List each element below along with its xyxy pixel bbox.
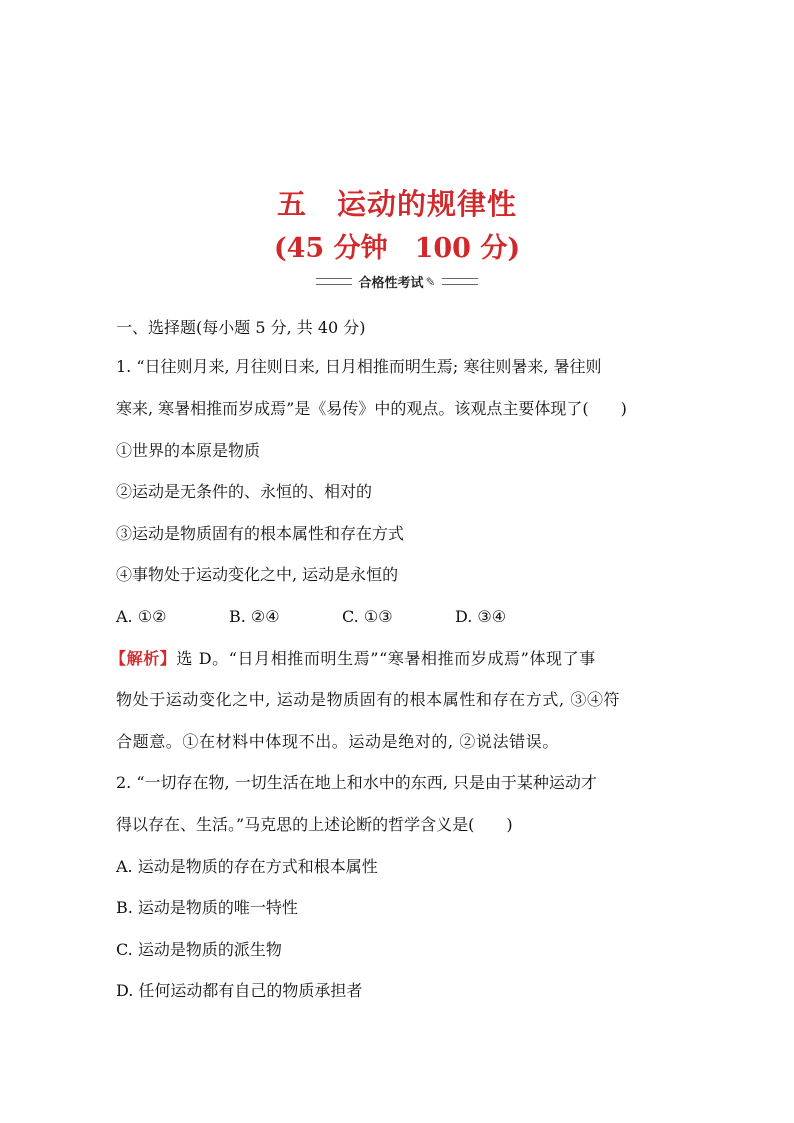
banner-rule-left bbox=[316, 278, 352, 285]
q1-options bbox=[116, 607, 686, 627]
q1-statement-3: ③运动是物质固有的根本属性和存在方式 bbox=[116, 524, 405, 543]
q2-option-d: D. 任何运动都有自己的物质承担者 bbox=[116, 981, 363, 1000]
q1-statement-1: ①世界的本原是物质 bbox=[116, 441, 261, 460]
exam-type-banner bbox=[0, 272, 794, 291]
analysis-tag: 【解析】 bbox=[110, 649, 177, 668]
q1-statement-2: ②运动是无条件的、永恒的、相对的 bbox=[116, 482, 373, 501]
pencil-icon: ✎ bbox=[425, 274, 436, 289]
q2-stem-line1: 2. “一切存在物, 一切生活在地上和水中的东西, 只是由于某种运动才 bbox=[116, 773, 597, 792]
q1-statement-4: ④事物处于运动变化之中, 运动是永恒的 bbox=[116, 565, 399, 584]
page-subtitle: (45 分钟 100 分) bbox=[273, 233, 521, 264]
q1-analysis-line1 bbox=[110, 649, 680, 669]
q1-stem-line1: 1. “日往则月来, 月往则日来, 日月相推而明生焉; 寒往则暑来, 暑往则 bbox=[116, 357, 602, 376]
q2-stem-line2: 得以存在、生活。”马克思的上述论断的哲学含义是( ) bbox=[116, 815, 513, 834]
q1-analysis-line2: 物处于运动变化之中, 运动是物质固有的根本属性和存在方式, ③④符 bbox=[116, 690, 621, 709]
q1-option-d: D. ③④ bbox=[455, 607, 507, 626]
banner-rule-right bbox=[442, 278, 478, 285]
q1-option-b: B. ②④ bbox=[229, 607, 280, 626]
section-heading: 一、选择题(每小题 5 分, 共 40 分) bbox=[116, 318, 366, 337]
q2-option-c: C. 运动是物质的派生物 bbox=[116, 940, 282, 959]
q2-option-a: A. 运动是物质的存在方式和根本属性 bbox=[116, 857, 378, 876]
q1-analysis-line3: 合题意。①在材料中体现不出。运动是绝对的, ②说法错误。 bbox=[116, 732, 559, 751]
page-title: 五 运动的规律性 bbox=[276, 187, 517, 221]
analysis-text-1: 选 D。“日月相推而明生焉”“寒暑相推而岁成焉”体现了事 bbox=[176, 649, 596, 668]
q1-stem-line2: 寒来, 寒暑相推而岁成焉”是《易传》中的观点。该观点主要体现了( ) bbox=[116, 399, 627, 418]
q1-option-c: C. ①③ bbox=[342, 607, 393, 626]
q2-option-b: B. 运动是物质的唯一特性 bbox=[116, 898, 298, 917]
q1-option-a: A. ①② bbox=[116, 607, 167, 626]
banner-label: 合格性考试 bbox=[358, 276, 424, 291]
